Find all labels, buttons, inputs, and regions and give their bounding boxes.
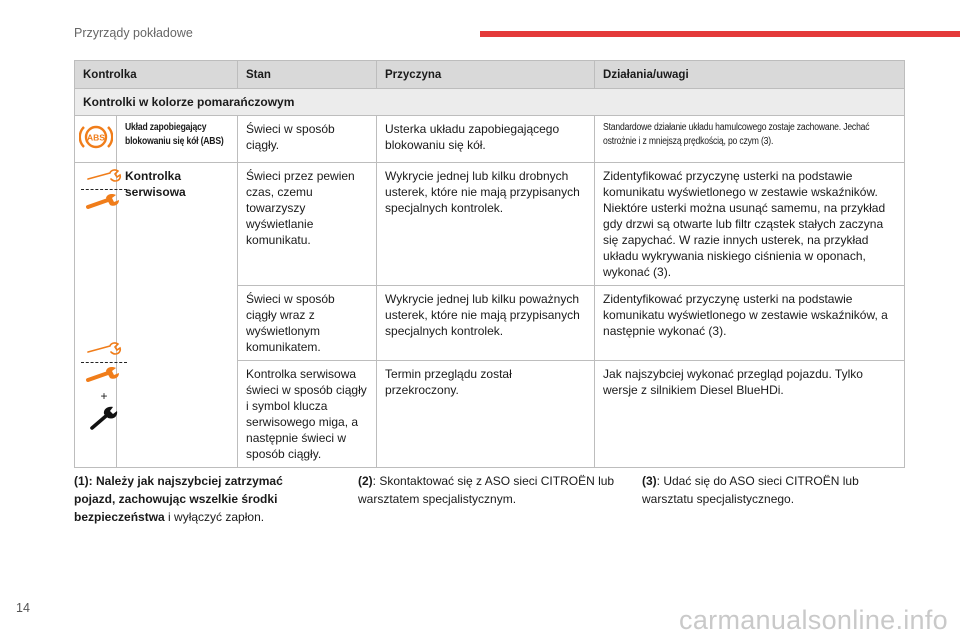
header-accent-bar (480, 31, 960, 37)
cause-cell: Wykrycie jednej lub kilku poważnych usterek, które nie mają przypisanych specjalnych kontrolek. (377, 286, 595, 361)
cause-cell: Usterka układu zapobiegającego blokowaniu się kół. (377, 116, 595, 163)
state-cell: Świeci w sposób ciągły wraz z wyświetlonym komunikatem. (238, 286, 377, 361)
footnote-1: (1): Należy jak najszybciej zatrzymać pojazd, zachowując wszelkie środki bezpieczeństwa i wyłączyć zapłon. (74, 474, 283, 524)
column-header-dzialania: Działania/uwagi (595, 61, 905, 89)
service-icon-group-1 (79, 169, 129, 214)
warning-name-abs: Układ zapobiegający blokowaniu się kół (ABS) (117, 116, 238, 163)
action-cell: Standardowe działanie układu hamulcowego zostaje zachowane. Jechać ostrożnie i z mniejszą prędkością, po czym (3). (595, 116, 905, 163)
wrench-icon (84, 192, 124, 210)
action-cell: Jak najszybciej wykonać przegląd pojazdu. Tylko wersje z silnikiem Diesel BlueHDi. (595, 361, 905, 468)
separator-dash (81, 362, 127, 363)
column-header-kontrolka: Kontrolka (75, 61, 238, 89)
warning-name-service: Kontrolka serwisowa (117, 163, 238, 468)
state-cell: Kontrolka serwisowa świeci w sposób ciągły i symbol klucza serwisowego miga, a następnie świeci w sposób ciągły. (238, 361, 377, 468)
column-header-przyczyna: Przyczyna (377, 61, 595, 89)
state-cell: Świeci w sposób ciągły. (238, 116, 377, 163)
footnote-3: (3): Udać się do ASO sieci CITROËN lub warsztatu specjalistycznego. (642, 474, 859, 506)
wrench-black-icon (88, 405, 120, 431)
cause-cell: Wykrycie jednej lub kilku drobnych usterek, które nie mają przypisanych specjalnych kontrolek. (377, 163, 595, 286)
icon-spacer (79, 214, 112, 342)
column-header-stan: Stan (238, 61, 377, 89)
abs-icon-label: ABS (87, 132, 105, 143)
state-cell: Świeci przez pewien czas, czemu towarzyszy wyświetlanie komunikatu. (238, 163, 377, 286)
page-header-title: Przyrządy pokładowe (74, 26, 193, 40)
service-icon-group-2 (79, 342, 129, 435)
cause-cell: Termin przeglądu został przekroczony. (377, 361, 595, 468)
wrench-outline-icon (84, 342, 124, 356)
service-icons-cell (75, 163, 117, 468)
action-cell: Zidentyfikować przyczynę usterki na podstawie komunikatu wyświetlonego w zestawie wskaźników, a następnie wykonać (3). (595, 286, 905, 361)
plus-sign: + (100, 389, 108, 403)
table-row (75, 163, 905, 286)
abs-warning-icon (79, 122, 113, 152)
section-title: Kontrolki w kolorze pomarańczowym (75, 89, 905, 116)
section-row (75, 89, 905, 116)
wrench-icon (84, 365, 124, 383)
action-cell: Zidentyfikować przyczynę usterki na podstawie komunikatu wyświetlonego w zestawie wskaźników. Niektóre usterki można usunąć samemu, na przykład gdy drzwi są otwarte lub filtr cząstek stałych zaczyna się zapychać. W razie innych usterek, na przykład układu wykrywania niskiego ciśnienia w oponach, wykonać (3). (595, 163, 905, 286)
watermark: carmanualsonline.info (679, 605, 948, 635)
abs-icon-cell (75, 116, 117, 163)
wrench-outline-icon (84, 169, 124, 183)
separator-dash (81, 189, 127, 190)
warning-lights-table (74, 60, 905, 468)
table-row (75, 116, 905, 163)
page-number: 14 (16, 601, 30, 615)
table-header-row (75, 61, 905, 89)
footnote-2: (2): Skontaktować się z ASO sieci CITROËN lub warsztatem specjalistycznym. (358, 474, 615, 506)
